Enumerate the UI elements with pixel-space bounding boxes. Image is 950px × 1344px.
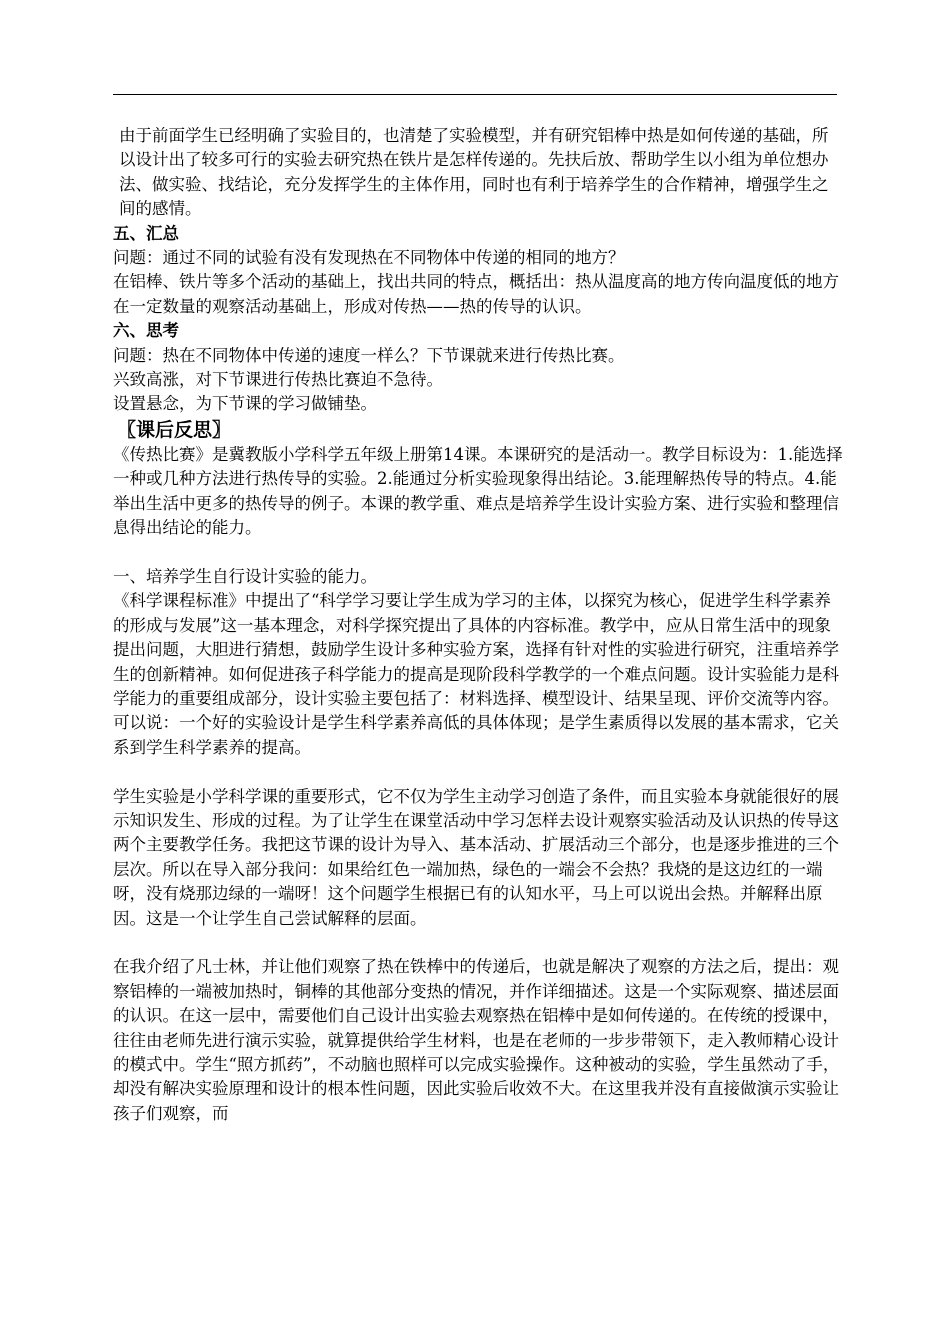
paragraph-question-2: 问题：热在不同物体中传递的速度一样么？下节课就来进行传热比赛。 xyxy=(113,345,625,365)
section-heading-reflection: 〖课后反思〗 xyxy=(117,418,232,441)
paragraph-student-experiment: 学生实验是小学科学课的重要形式，它不仅为学生主动学习创造了条件，而且实验本身就能很好的展示知识发生、形成的过程。为了让学生在课堂活动中学习怎样去设计观察实验活动及认识热的传导这两个主要教学任务。我把这节课的设计为导入、基本活动、扩展活动三个部分，也是逐步推进的三个层次。所以在导入部分我问：如果给红色一端加热，绿色的一端会不会热？我烧的是这边红的一端呀，没有烧那边绿的一端呀！这个问题学生根据已有的认知水平，马上可以说出会热。并解释出原因。这是一个让学生自己尝试解释的层面。 xyxy=(113,786,839,928)
section-heading-thinking: 六、思考 xyxy=(113,321,179,341)
paragraph-curriculum-standard: 《科学课程标准》中提出了“科学学习要让学生成为学习的主体，以探究为核心，促进学生科学素养的形成与发展”这一基本理念，对科学探究提出了具体的内容标准。教学中，应从日常生活中的现象提出问题，大胆进行猜想，鼓励学生设计多种实验方案，选择有针对性的实验进行研究，注重培养学生的创新精神。如何促进孩子科学能力的提高是现阶段科学教学的一个难点问题。设计实验能力是科学能力的重要组成部分，设计实验主要包括了：材料选择、模型设计、结果呈现、评价交流等内容。可以说：一个好的实验设计是学生科学素养高低的具体体现；是学生素质得以发展的基本需求，它关系到学生科学素养的提高。 xyxy=(113,591,839,757)
blank-line xyxy=(113,931,843,955)
paragraph-vaseline-observation: 在我介绍了凡士林，并让他们观察了热在铁棒中的传递后，也就是解决了观察的方法之后，提出：观察铝棒的一端被加热时，铜棒的其他部分变热的情况，并作详细描述。这是一个实际观察、描述层面的认识。在这一层中，需要他们自己设计出实验去观察热在铝棒中是如何传递的。在传统的授课中，往往由老师先进行演示实验，就算提供给学生材料，也是在老师的一步步带领下，走入教师精心设计的模式中。学生“照方抓药”，不动脑也照样可以完成实验操作。这种被动的实验，学生虽然动了手，却没有解决实验原理和设计的根本性问题，因此实验后收效不大。在这里我并没有直接做演示实验让孩子们观察，而 xyxy=(113,957,840,1123)
paragraph-subheading-1: 一、培养学生自行设计实验的能力。 xyxy=(113,566,377,586)
paragraph-question-1: 问题：通过不同的试验有没有发现热在不同物体中传递的相同的地方？ xyxy=(113,248,625,268)
document-body xyxy=(113,124,843,1126)
paragraph-interest: 兴致高涨，对下节课进行传热比赛迫不急待。 xyxy=(113,370,443,390)
paragraph-suspense: 设置悬念，为下节课的学习做铺垫。 xyxy=(113,394,377,414)
paragraph-conclusion: 在铝棒、铁片等多个活动的基础上，找出共同的特点，概括出：热从温度高的地方传向温度低的地方 xyxy=(113,272,839,292)
paragraph-lesson-goals: 《传热比赛》是冀教版小学科学五年级上册第14课。本课研究的是活动一。教学目标设为：1.能选择一种或几种方法进行热传导的实验。2.能通过分析实验现象得出结论。3.能理解热传导的特点。4.能举出生活中更多的热传导的例子。本课的教学重、难点是培养学生设计实验方案、进行实验和整理信息得出结论的能力。 xyxy=(113,444,843,538)
paragraph-understanding: 在一定数量的观察活动基础上，形成对传热——热的传导的认识。 xyxy=(113,296,592,316)
blank-line xyxy=(113,760,843,784)
section-heading-summary: 五、汇总 xyxy=(113,223,179,243)
header-rule xyxy=(113,94,837,95)
paragraph-design-experiment: 由于前面学生已经明确了实验目的，也清楚了实验模型，并有研究铝棒中热是如何传递的基础，所以设计出了较多可行的实验去研究热在铁片是怎样传递的。先扶后放、帮助学生以小组为单位想办法、做实验、找结论，充分发挥学生的主体作用，同时也有利于培养学生的合作精神，增强学生之间的感情。 xyxy=(119,126,829,219)
blank-line xyxy=(113,541,843,565)
